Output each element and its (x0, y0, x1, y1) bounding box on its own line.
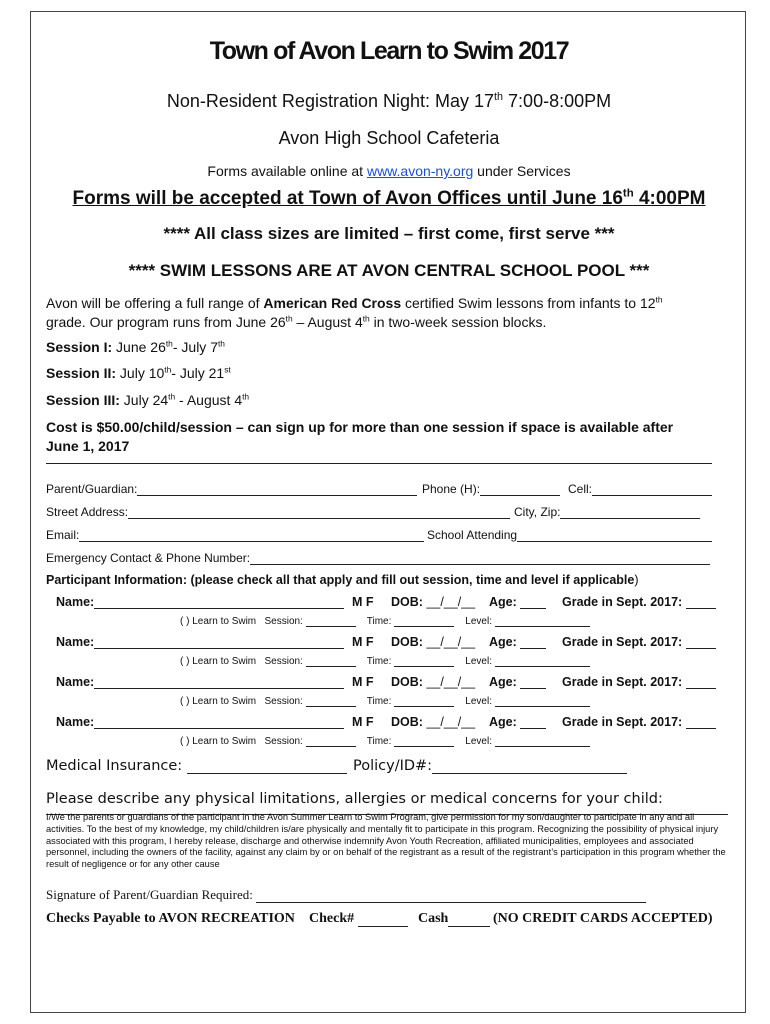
avon-website-link[interactable]: www.avon-ny.org (366, 163, 474, 179)
location: Avon High School Cafeteria (278, 128, 500, 148)
dob-field[interactable]: DOB: __/__/__ (391, 715, 476, 729)
cell-field[interactable]: Cell: (568, 482, 712, 496)
cost-line-2: June 1, 2017 (46, 438, 130, 454)
age-field[interactable]: Age: (489, 715, 546, 729)
parent-guardian-field[interactable]: Parent/Guardian: (46, 482, 417, 496)
street-address-field[interactable]: Street Address: (46, 505, 510, 519)
participant-name-field[interactable]: Name: (56, 715, 344, 729)
class-size-notice: **** All class sizes are limited – first come, first serve *** (163, 224, 615, 243)
emergency-contact-field[interactable]: Emergency Contact & Phone Number: (46, 551, 710, 565)
cash-field[interactable]: Cash (418, 911, 490, 927)
gender-options[interactable]: M F (352, 595, 374, 609)
city-zip-field[interactable]: City, Zip: (514, 505, 700, 519)
signature-field[interactable]: Signature of Parent/Guardian Required: (46, 887, 646, 903)
dob-field[interactable]: DOB: __/__/__ (391, 675, 476, 689)
gender-options[interactable]: M F (352, 675, 374, 689)
intro-line-2: grade. Our program runs from June 26th – August 4th in two-week session blocks. (46, 313, 547, 330)
gender-options[interactable]: M F (352, 715, 374, 729)
registration-night: Non-Resident Registration Night: May 17th 7:00-8:00PM (166, 91, 612, 111)
cost-line-1: Cost is $50.00/child/session – can sign up for more than one session if space is available after (46, 419, 674, 435)
participant-heading: Participant Information: (please check all that apply and fill out session, time and level if applicable) (46, 573, 639, 587)
intro-line-1: Avon will be offering a full range of American Red Cross certified Swim lessons from infants to 12th (46, 294, 663, 311)
liability-waiver: I/We the parents or guardians of the participant in the Avon Summer Learn to Swim Program, give permission for my son/daughter to participate in any and all activities. To the best of my knowledge, my child/children is/are physically and mentally fit to participate in this program. Recognizing the possibility of physical injury associated with this program, I hereby release, discharge and otherwise indemnify Avon Youth Recreation, affiliated municipalities, employees and associated personnel, including the owners of the facility, against any claim by or on behalf of the registrant as a result of the registrant’s participation in this program whether the result of negligence or for any other cause (46, 812, 726, 870)
forms-online: Forms available online at www.avon-ny.org under Services (207, 163, 571, 179)
school-attending-field[interactable]: School Attending (427, 528, 712, 542)
medical-concerns-prompt: Please describe any physical limitations, allergies or medical concerns for your child: (46, 791, 663, 807)
check-number-field[interactable]: Check# (309, 911, 408, 927)
form-title: Town of Avon Learn to Swim 2017 (209, 37, 569, 65)
email-field[interactable]: Email: (46, 528, 424, 542)
learn-to-swim-option[interactable]: ( ) Learn to Swim Session: Time: Level: (180, 616, 590, 627)
participant-name-field[interactable]: Name: (56, 595, 344, 609)
age-field[interactable]: Age: (489, 595, 546, 609)
age-field[interactable]: Age: (489, 635, 546, 649)
checks-payable: Checks Payable to AVON RECREATION (46, 911, 295, 926)
gender-options[interactable]: M F (352, 635, 374, 649)
phone-home-field[interactable]: Phone (H): (422, 482, 560, 496)
registration-form-page (30, 11, 746, 1013)
learn-to-swim-option[interactable]: ( ) Learn to Swim Session: Time: Level: (180, 696, 590, 707)
deadline-notice: Forms will be accepted at Town of Avon Offices until June 16th 4:00PM (72, 187, 706, 209)
grade-field[interactable]: Grade in Sept. 2017: (562, 595, 716, 609)
session-3: Session III: July 24th - August 4th (46, 391, 250, 408)
participant-name-field[interactable]: Name: (56, 675, 344, 689)
dob-field[interactable]: DOB: __/__/__ (391, 635, 476, 649)
section-divider (46, 463, 712, 464)
session-1: Session I: June 26th- July 7th (46, 338, 225, 355)
learn-to-swim-option[interactable]: ( ) Learn to Swim Session: Time: Level: (180, 656, 590, 667)
session-2: Session II: July 10th- July 21st (46, 364, 231, 381)
grade-field[interactable]: Grade in Sept. 2017: (562, 675, 716, 689)
medical-insurance-field[interactable]: Medical Insurance: (46, 758, 347, 774)
grade-field[interactable]: Grade in Sept. 2017: (562, 635, 716, 649)
policy-id-field[interactable]: Policy/ID#: (353, 758, 627, 774)
dob-field[interactable]: DOB: __/__/__ (391, 595, 476, 609)
no-credit-cards-notice: (NO CREDIT CARDS ACCEPTED) (493, 911, 713, 926)
grade-field[interactable]: Grade in Sept. 2017: (562, 715, 716, 729)
participant-name-field[interactable]: Name: (56, 635, 344, 649)
learn-to-swim-option[interactable]: ( ) Learn to Swim Session: Time: Level: (180, 736, 590, 747)
age-field[interactable]: Age: (489, 675, 546, 689)
pool-notice: **** SWIM LESSONS ARE AT AVON CENTRAL SCHOOL POOL *** (128, 261, 650, 280)
